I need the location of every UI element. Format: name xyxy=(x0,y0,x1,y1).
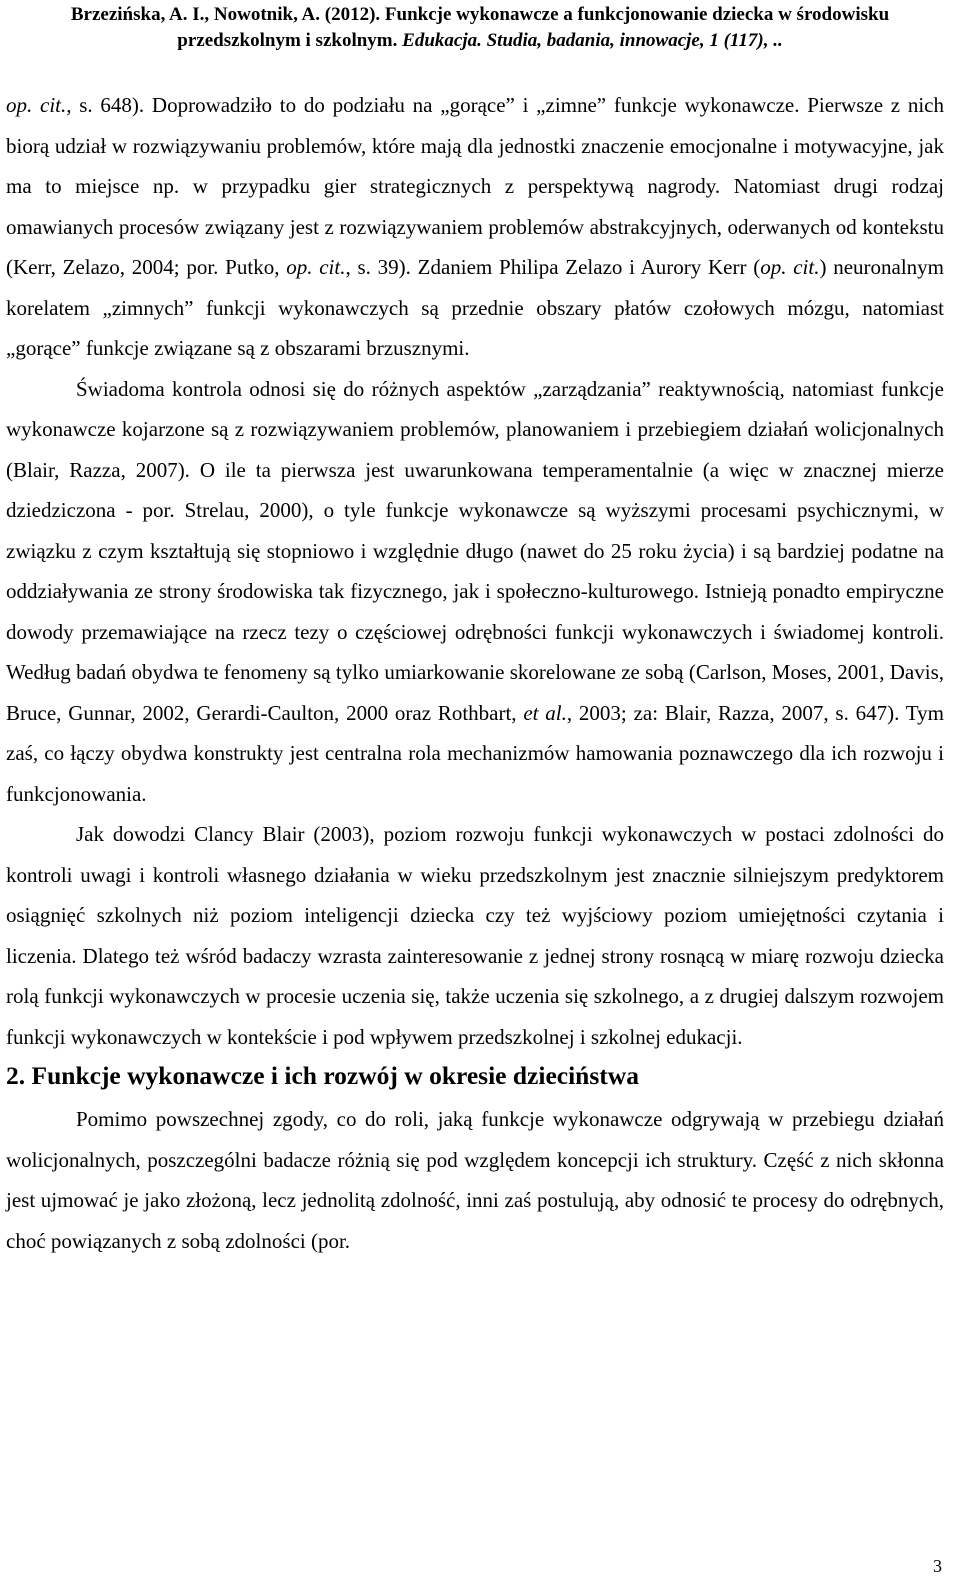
header-line-2-journal: Edukacja. Studia, badania, innowacje, 1 (117), .. xyxy=(402,30,783,51)
citation-op-cit: op. cit. xyxy=(760,255,820,279)
paragraph-2-text-a: Świadoma kontrola odnosi się do różnych aspektów „zarządzania” reaktywnością, natomiast funkcje wykonawcze kojarzone są z rozwiązywaniem problemów, planowaniem i przebiegiem działań wolicjonalnych (Blair, Razza, 2007). O ile ta pierwsza jest uwarunkowana temperamentalnie (a więc w znacznej mierze dziedziczona - por. Strelau, 2000), o tyle funkcje wykonawcze są wyższymi procesami psychicznymi, w związku z czym kształtują się stopniowo i względnie długo (nawet do 25 roku życia) i są bardziej podatne na oddziaływania ze strony środowiska tak fizycznego, jak i społeczno-kulturowego. Istnieją ponadto empiryczne dowody przemawiające na rzecz tezy o częściowej odrębności funkcji wykonawczych i świadomej kontroli. Według badań obydwa te fenomeny są tylko umiarkowanie skorelowane ze sobą (Carlson, Moses, 2001, Davis, Bruce, Gunnar, 2002, Gerardi-Caulton, 2000 oraz Rothbart, xyxy=(6,376,944,725)
page-number: 3 xyxy=(933,1556,942,1576)
citation-op-cit: op. cit. xyxy=(286,255,346,279)
paragraph-1-text-c: ) neuronalnym korelatem „zimnych” funkcji wykonawczych są przednie obszary płatów czołowych mózgu, natomiast „gorące” funkcje związane są z obszarami brzusznymi. xyxy=(6,255,945,360)
paragraph-1 xyxy=(6,85,944,369)
paragraph-4: Pomimo powszechnej zgody, co do roli, jaką funkcje wykonawcze odgrywają w przebiegu działań wolicjonalnych, poszczególni badacze różnią się pod względem koncepcji ich struktury. Część z nich skłonna jest ujmować je jako złożoną, lecz jednolitą zdolność, inni zaś postulują, aby odnosić te procesy do odrębnych, choć powiązanych z sobą zdolności (por. xyxy=(6,1107,944,1253)
header-line-2 xyxy=(0,28,960,54)
paragraph-1-text-a: , s. 648). Doprowadziło to do podziału na „gorące” i „zimne” funkcje wykonawcze. Pierwsze z nich biorą udział w rozwiązywaniu problemów, które mają dla jednostki znaczenie emocjonalne i motywacyjne, jak ma to miejsce np. w przypadku gier strategicznych z perspektywą nagrody. Natomiast drugi rodzaj omawianych procesów związany jest z rozwiązywaniem problemów abstrakcyjnych, oderwanych od kontekstu (Kerr, Zelazo, 2004; por. Putko, xyxy=(6,93,944,279)
header-line-2-plain: przedszkolnym i szkolnym. xyxy=(177,30,403,51)
header-line-1: Brzezińska, A. I., Nowotnik, A. (2012). Funkcje wykonawcze a funkcjonowanie dziecka w środowisku xyxy=(70,4,890,25)
paragraph-2-text-b: , 2003; za: Blair, Razza, 2007, s. 647). Tym zaś, co łączy obydwa konstrukty jest centralna rola mechanizmów hamowania poznawczego dla ich rozwoju i funkcjonowania. xyxy=(6,700,944,806)
citation-op-cit: op. cit. xyxy=(6,93,67,117)
running-header xyxy=(0,2,960,54)
paragraph-1-text-b: , s. 39). Zdaniem Philipa Zelazo i Aurory Kerr ( xyxy=(345,255,761,279)
section-heading: 2. Funkcje wykonawcze i ich rozwój w okresie dzieciństwa xyxy=(6,1061,639,1090)
citation-et-al: et al. xyxy=(523,700,567,725)
paragraph-2 xyxy=(6,369,944,815)
paragraph-3: Jak dowodzi Clancy Blair (2003), poziom rozwoju funkcji wykonawczych w postaci zdolności do kontroli uwagi i kontroli własnego działania w wieku przedszkolnym jest znacznie silniejszym predyktorem osiągnięć szkolnych niż poziom inteligencji dziecka czy też wyjściowy poziom umiejętności czytania i liczenia. Dlatego też wśród badaczy wzrasta zainteresowanie z jednej strony rosnącą w miarę rozwoju dziecka rolą funkcji wykonawczych w procesie uczenia się, także uczenia się szkolnego, a z drugiej dalszym rozwojem funkcji wykonawczych w kontekście i pod wpływem przedszkolnej i szkolnej edukacji. xyxy=(6,822,944,1049)
body-text xyxy=(6,85,944,1261)
